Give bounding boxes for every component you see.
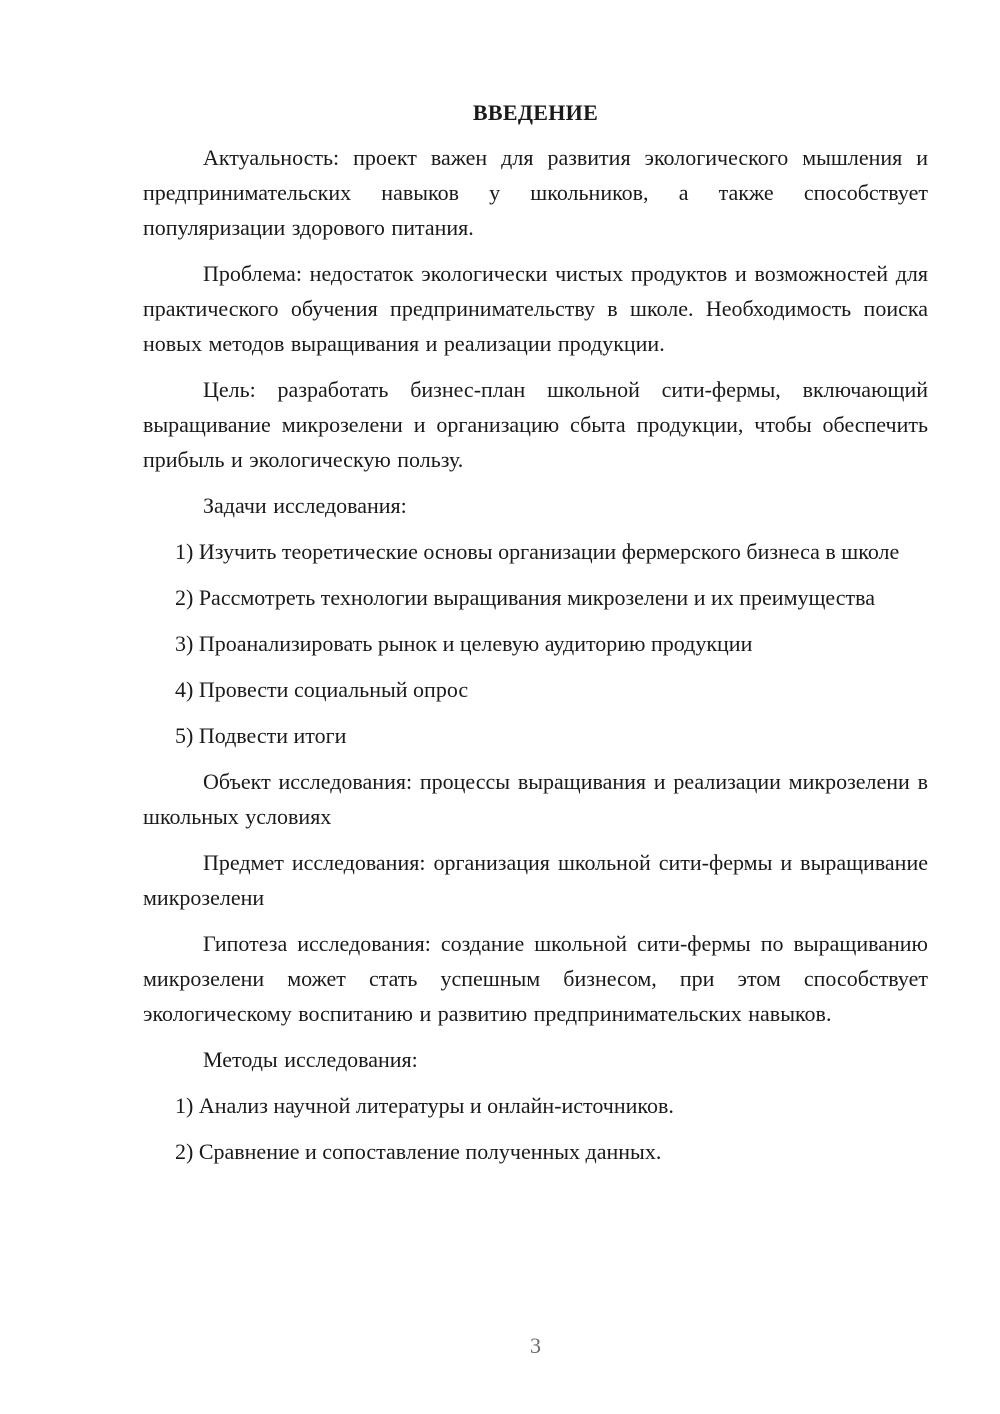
paragraph-problem: Проблема: недостаток экологически чистых продуктов и возможностей для практического обучения предпринимательству в школе. Необходимость поиска новых методов выращивания и реализации продукции. xyxy=(143,261,928,356)
paragraph-hypothesis: Гипотеза исследования: создание школьной сити-фермы по выращиванию микрозелени может стать успешным бизнесом, при этом способствует экологическому воспитанию и развитию предпринимательских навыков. xyxy=(143,931,928,1026)
page-number: 3 xyxy=(530,1333,541,1358)
method-item-2: 2) Сравнение и сопоставление полученных данных. xyxy=(175,1139,662,1164)
paragraph-object: Объект исследования: процессы выращивания и реализации микрозелени в школьных условиях xyxy=(143,769,928,829)
paragraph-relevance: Актуальность: проект важен для развития экологического мышления и предпринимательских навыков у школьников, а также способствует популяризации здорового питания. xyxy=(143,145,928,240)
paragraph-tasks-heading: Задачи исследования: xyxy=(203,493,407,518)
paragraph-goal: Цель: разработать бизнес-план школьной сити-фермы, включающий выращивание микрозелени и организацию сбыта продукции, чтобы обеспечить прибыль и экологическую пользу. xyxy=(143,377,928,472)
task-item-5: 5) Подвести итоги xyxy=(175,723,347,748)
method-item-1: 1) Анализ научной литературы и онлайн-источников. xyxy=(175,1093,674,1118)
document-page xyxy=(143,95,928,1180)
paragraph-methods-heading: Методы исследования: xyxy=(203,1047,418,1072)
task-item-3: 3) Проанализировать рынок и целевую аудиторию продукции xyxy=(175,631,753,656)
paragraph-subject: Предмет исследования: организация школьной сити-фермы и выращивание микрозелени xyxy=(143,850,928,910)
task-item-4: 4) Провести социальный опрос xyxy=(175,677,469,702)
section-title: ВВЕДЕНИЕ xyxy=(472,100,599,125)
task-item-2: 2) Рассмотреть технологии выращивания микрозелени и их преимущества xyxy=(175,585,875,610)
task-item-1: 1) Изучить теоретические основы организации фермерского бизнеса в школе xyxy=(175,539,900,564)
